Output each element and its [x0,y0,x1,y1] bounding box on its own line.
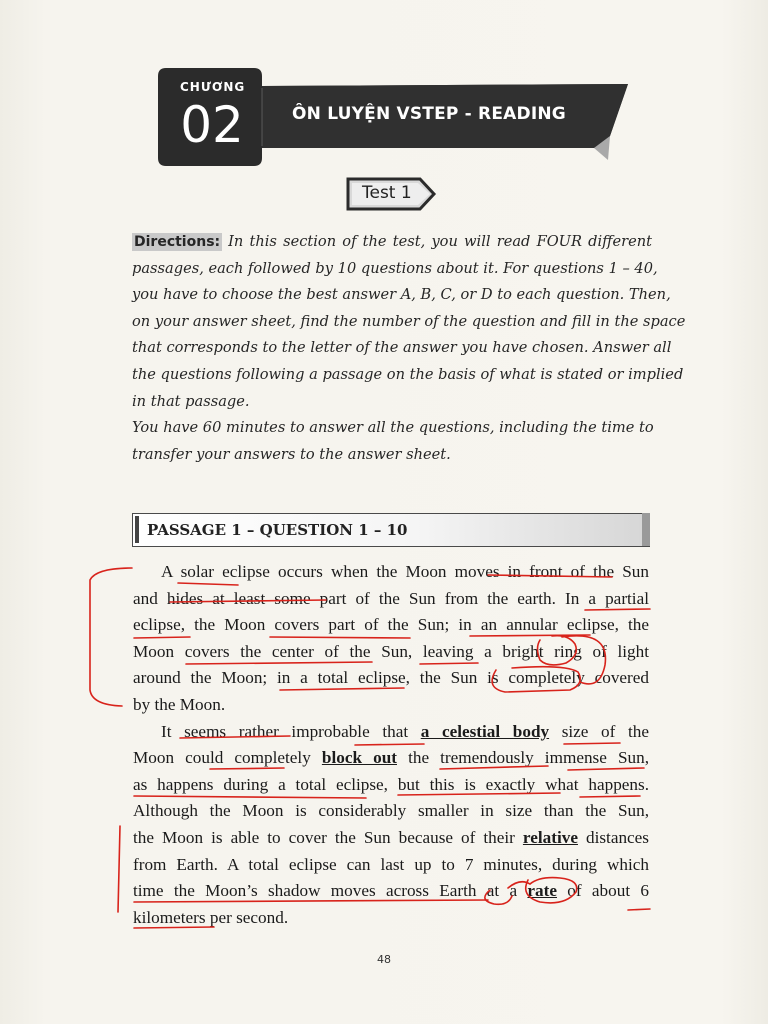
passage-header-right-bar [642,513,650,546]
directions-line-6: the questions following a passage on the basis of what is stated or implied [132,365,684,383]
passage-p2-line-6: from Earth. A total eclipse can last up to 7 minutes, during which [133,854,649,874]
test-tag [346,177,438,211]
chapter-number: 02 [180,96,244,154]
passage-text [133,559,649,931]
directions-line-5: that corresponds to the letter of the answer you have chosen. Answer all [132,339,672,357]
passage-p2-line-3: as happens during a total eclipse, but this is exactly what happens. [133,774,649,794]
test-label: Test 1 [362,183,412,203]
keyword-relative: relative [522,827,578,847]
passage-p1-line-2: and hides at least some part of the Sun from the earth. In a partial [133,588,649,608]
page-number: 48 [377,953,391,966]
passage-p1-line-1: A solar eclipse occurs when the Moon moves in front of the Sun [161,562,649,581]
directions-line-4: on your answer sheet, find the number of the question and fill in the space [132,312,686,330]
passage-p1-line-5: around the Moon; in a total eclipse, the Sun is completely covered [133,668,649,688]
directions-label: Directions: [134,234,221,250]
passage-p2-line-4: Although the Moon is considerably smaller in size than the Sun, [133,801,649,821]
passage-p1-line-4: Moon covers the center of the Sun, leaving a bright ring of light [133,641,649,661]
directions-line-3: you have to choose the best answer A, B, C, or D to each question. Then, [132,286,671,304]
chapter-label: CHƯƠNG [180,80,246,94]
directions-line-9: transfer your answers to the answer sheet. [132,445,451,463]
passage-p2-line-7: time the Moon’s shadow moves across Earth at a rate of about 6 [133,881,649,901]
passage-p2-line-8: kilometers per second. [133,907,289,927]
passage-p2-line-1: It seems rather improbable that a celestial body size of the [161,721,649,741]
passage-header [132,513,650,547]
chapter-title: ÔN LUYỆN VSTEP - READING [292,104,566,124]
keyword-block-out: block out [321,748,397,768]
passage-p2-line-2: Moon could completely block out the tremendously immense Sun, [133,748,649,768]
keyword-celestial-body: a celestial body [420,721,550,741]
bracket-paragraph-1 [90,568,132,706]
chapter-header [158,68,628,166]
directions-line-2: passages, each followed by 10 questions about it. For questions 1 – 40, [132,259,658,277]
passage-title: PASSAGE 1 – QUESTION 1 – 10 [147,521,408,539]
passage-p2-line-5: the Moon is able to cover the Sun because of their relative distances [133,827,649,847]
passage-p1-line-3: eclipse, the Moon covers part of the Sun; in an annular eclipse, the [133,615,649,635]
directions-line-8: You have 60 minutes to answer all the questions, including the time to [132,419,654,437]
directions-block [132,229,686,468]
directions-line-7: in that passage. [132,392,250,410]
directions-line-1: Directions: In this section of the test, you will read FOUR different [134,233,652,250]
passage-header-left-bar [135,516,139,543]
passage-p1-line-6: by the Moon. [133,694,226,714]
margin-line-paragraph-2 [118,826,120,912]
keyword-rate: rate [527,881,557,901]
